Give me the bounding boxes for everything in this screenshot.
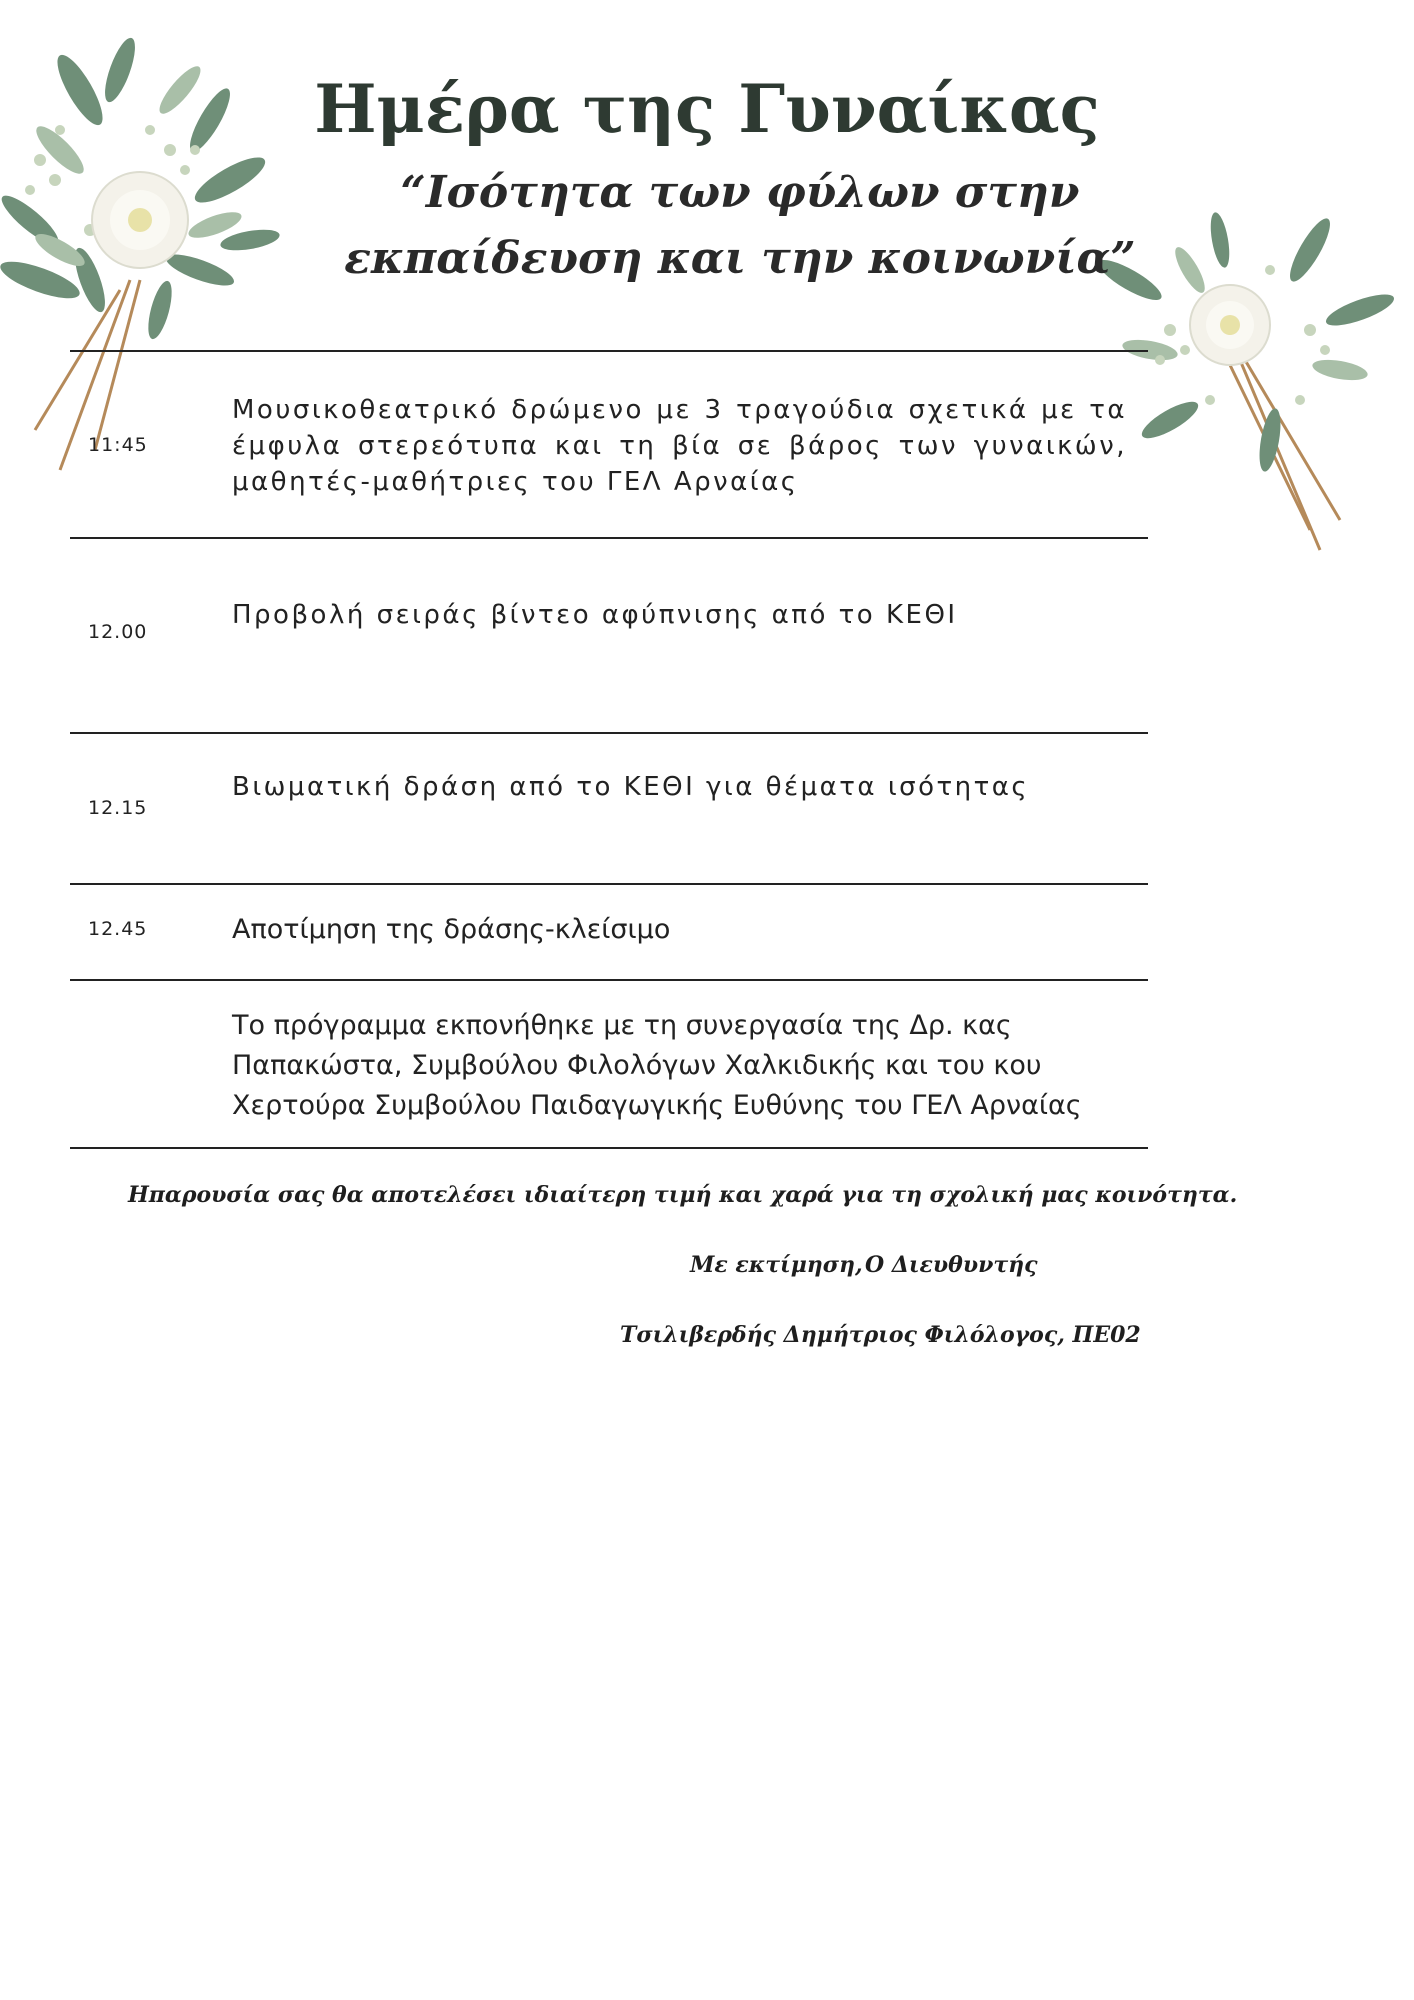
signature-text: Τσιλιβερδής Δημήτριος Φιλόλογος, ΠΕ02 [620, 1322, 1141, 1348]
schedule-text: Μουσικοθεατρικό δρώμενο με 3 τραγούδια σχετικά με τα έμφυλα στερεότυπα και τη βία σε βάρος των γυναικών, μαθητές-μαθήτριες του ΓΕΛ Αρναίας [232, 395, 1127, 497]
regards-text: Με εκτίμηση, [690, 1252, 863, 1278]
divider [70, 1147, 1148, 1149]
schedule-time: 12.45 [88, 918, 148, 940]
page-subtitle: “Ισότητα των φύλων στην εκπαίδευση και την κοινωνία” [344, 167, 1136, 284]
invitation-text: Ηπαρουσία σας θα αποτελέσει ιδιαίτερη τιμή και χαρά για τη σχολική μας κοινότητα. [128, 1182, 1238, 1208]
divider [70, 979, 1148, 981]
schedule-time: 12.15 [88, 797, 148, 819]
program-note: Το πρόγραμμα εκπονήθηκε με τη συνεργασία της Δρ. κας Παπακώστα, Συμβούλου Φιλολόγων Χαλκιδικής και του κου Χερτούρα Συμβούλου Παιδαγωγικής Ευθύνης του ΓΕΛ Αρναίας [232, 1010, 1082, 1121]
schedule-text: Αποτίμηση της δράσης-κλείσιμο [232, 914, 671, 945]
divider [70, 350, 1148, 352]
schedule-time: 12.00 [88, 621, 148, 643]
schedule-time: 11:45 [88, 434, 148, 456]
divider [70, 883, 1148, 885]
divider [70, 537, 1148, 539]
page-title: Ημέρα της Γυναίκας [314, 70, 1100, 148]
role-text: Ο Διευθυντής [865, 1252, 1038, 1278]
schedule-text: Προβολή σειράς βίντεο αφύπνισης από το ΚΕΘΙ [232, 600, 958, 630]
schedule-text: Βιωματική δράση από το ΚΕΘΙ για θέματα ισότητας [232, 772, 1030, 802]
divider [70, 732, 1148, 734]
